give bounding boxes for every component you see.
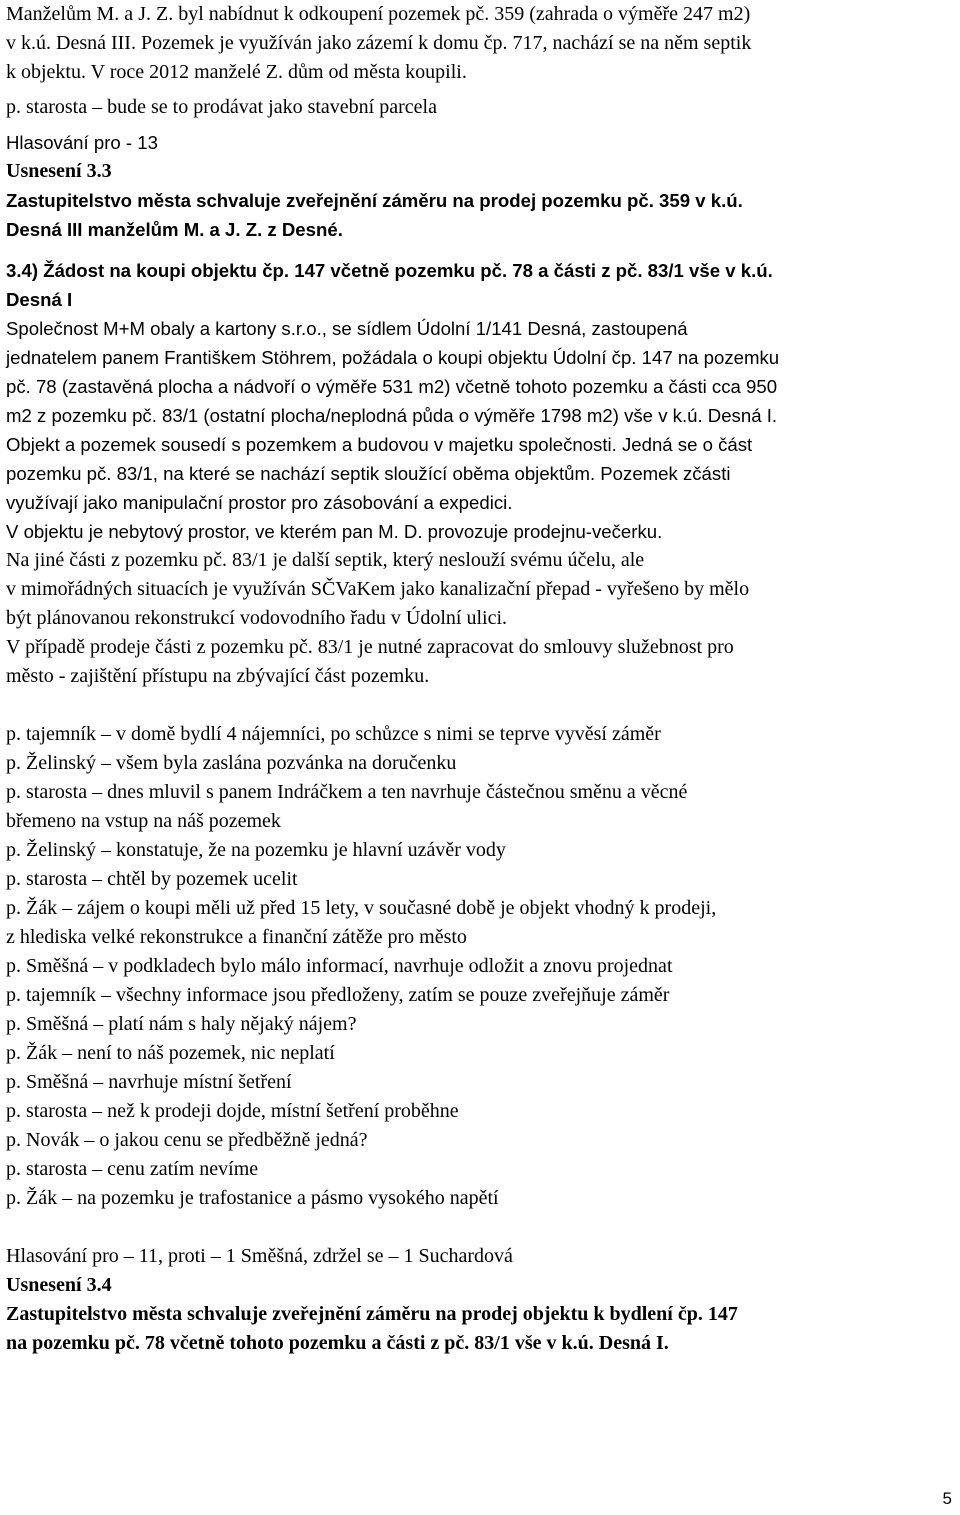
discussion-line: p. tajemník – všechny informace jsou předloženy, zatím se pouze zveřejňuje záměr (6, 984, 670, 1006)
discussion-line: břemeno na vstup na náš pozemek (6, 810, 281, 832)
discussion-line: p. tajemník – v domě bydlí 4 nájemníci, po schůzce s nimi se teprve vyvěsí záměr (6, 723, 661, 745)
discussion-line: p. starosta – chtěl by pozemek ucelit (6, 868, 298, 890)
item-body-line: jednatelem panem Františkem Stöhrem, požádala o koupi objektu Údolní čp. 147 na pozemku (6, 347, 780, 368)
discussion-line: p. Směšná – navrhuje místní šetření (6, 1071, 292, 1093)
item-body-line: V případě prodeje části z pozemku pč. 83/1 je nutné zapracovat do smlouvy služebnost pro (6, 636, 734, 658)
item-body-line: Společnost M+M obaly a kartony s.r.o., se sídlem Údolní 1/141 Desná, zastoupená (6, 318, 688, 339)
starosta-note: p. starosta – bude se to prodávat jako stavební parcela (6, 96, 437, 118)
discussion-line: p. Směšná – v podkladech bylo málo informací, navrhuje odložit a znovu projednat (6, 955, 673, 977)
discussion-line: p. Žák – zájem o koupi měli už před 15 lety, v současné době je objekt vhodný k prodeji, (6, 897, 717, 919)
discussion-line: p. Novák – o jakou cenu se předběžně jedná? (6, 1129, 368, 1151)
agenda-item-3-4 (6, 256, 954, 691)
vote-result-1: Hlasování pro - 13 (6, 132, 158, 153)
discussion-line: z hlediska velké rekonstrukce a finanční zátěže pro město (6, 926, 467, 948)
vote-result-2: Hlasování pro – 11, proti – 1 Směšná, zdržel se – 1 Suchardová (6, 1245, 513, 1267)
resolution-text-line: Desná III manželům M. a J. Z. z Desné. (6, 219, 343, 240)
discussion-line: p. Žák – není to náš pozemek, nic neplatí (6, 1042, 335, 1064)
discussion-line: p. Želinský – všem byla zaslána pozvánka na doručenku (6, 752, 457, 774)
item-body-line: město - zajištění přístupu na zbývající část pozemku. (6, 665, 430, 687)
discussion-line: p. Želinský – konstatuje, že na pozemku je hlavní uzávěr vody (6, 839, 506, 861)
item-body-line: m2 z pozemku pč. 83/1 (ostatní plocha/neplodná půda o výměře 1798 m2) vše v k.ú. Desná I. (6, 405, 778, 426)
resolution-3-4 (6, 1271, 954, 1358)
resolution-3-3 (6, 157, 954, 244)
discussion-line: p. Žák – na pozemku je trafostanice a pásmo vysokého napětí (6, 1187, 499, 1209)
item-body-line: Objekt a pozemek sousedí s pozemkem a budovou v majetku společnosti. Jedná se o část (6, 434, 753, 455)
discussion (6, 720, 954, 1213)
intro-line: k objektu. V roce 2012 manželé Z. dům od města koupili. (6, 61, 467, 83)
resolution-text-line: na pozemku pč. 78 včetně tohoto pozemku a části z pč. 83/1 vše v k.ú. Desná I. (6, 1332, 669, 1354)
resolution-text-line: Zastupitelstvo města schvaluje zveřejnění záměru na prodej pozemku pč. 359 v k.ú. (6, 190, 743, 211)
item-body-line: v mimořádných situacích je využíván SČVaKem jako kanalizační přepad - vyřešeno by mělo (6, 578, 750, 600)
item-body-line: být plánovanou rekonstrukcí vodovodního řadu v Údolní ulici. (6, 607, 508, 629)
agenda-heading-line: Desná I (6, 289, 73, 310)
intro-line: Manželům M. a J. Z. byl nabídnut k odkoupení pozemek pč. 359 (zahrada o výměře 247 m2) (6, 3, 751, 25)
item-body-line: V objektu je nebytový prostor, ve kterém pan M. D. provozuje prodejnu-večerku. (6, 521, 663, 542)
intro-line: v k.ú. Desná III. Pozemek je využíván jako zázemí k domu čp. 717, nachází se na něm septik (6, 32, 752, 54)
discussion-line: p. Směšná – platí nám s haly nějaký nájem? (6, 1013, 357, 1035)
discussion-line: p. starosta – cenu zatím nevíme (6, 1158, 259, 1180)
agenda-heading-line: 3.4) Žádost na koupi objektu čp. 147 včetně pozemku pč. 78 a části z pč. 83/1 vše v k.ú. (6, 260, 773, 281)
resolution-text-line: Zastupitelstvo města schvaluje zveřejnění záměru na prodej objektu k bydlení čp. 147 (6, 1303, 738, 1325)
item-body-line: využívají jako manipulační prostor pro zásobování a expedici. (6, 492, 513, 513)
discussion-line: p. starosta – než k prodeji dojde, místní šetření proběhne (6, 1100, 459, 1122)
item-body-line: pozemku pč. 83/1, na které se nachází septik sloužící oběma objektům. Pozemek zčásti (6, 463, 731, 484)
resolution-title: Usnesení 3.3 (6, 160, 112, 182)
item-body-line: Na jiné části z pozemku pč. 83/1 je další septik, který neslouží svému účelu, ale (6, 549, 645, 571)
discussion-line: p. starosta – dnes mluvil s panem Indráčkem a ten navrhuje částečnou směnu a věcné (6, 781, 688, 803)
document-page (6, 0, 954, 1358)
item-body-line: pč. 78 (zastavěná plocha a nádvoří o výměře 531 m2) včetně tohoto pozemku a části cca 950 (6, 376, 778, 397)
intro-paragraph (6, 0, 954, 87)
page-number: 5 (942, 1489, 952, 1508)
resolution-title: Usnesení 3.4 (6, 1274, 112, 1296)
